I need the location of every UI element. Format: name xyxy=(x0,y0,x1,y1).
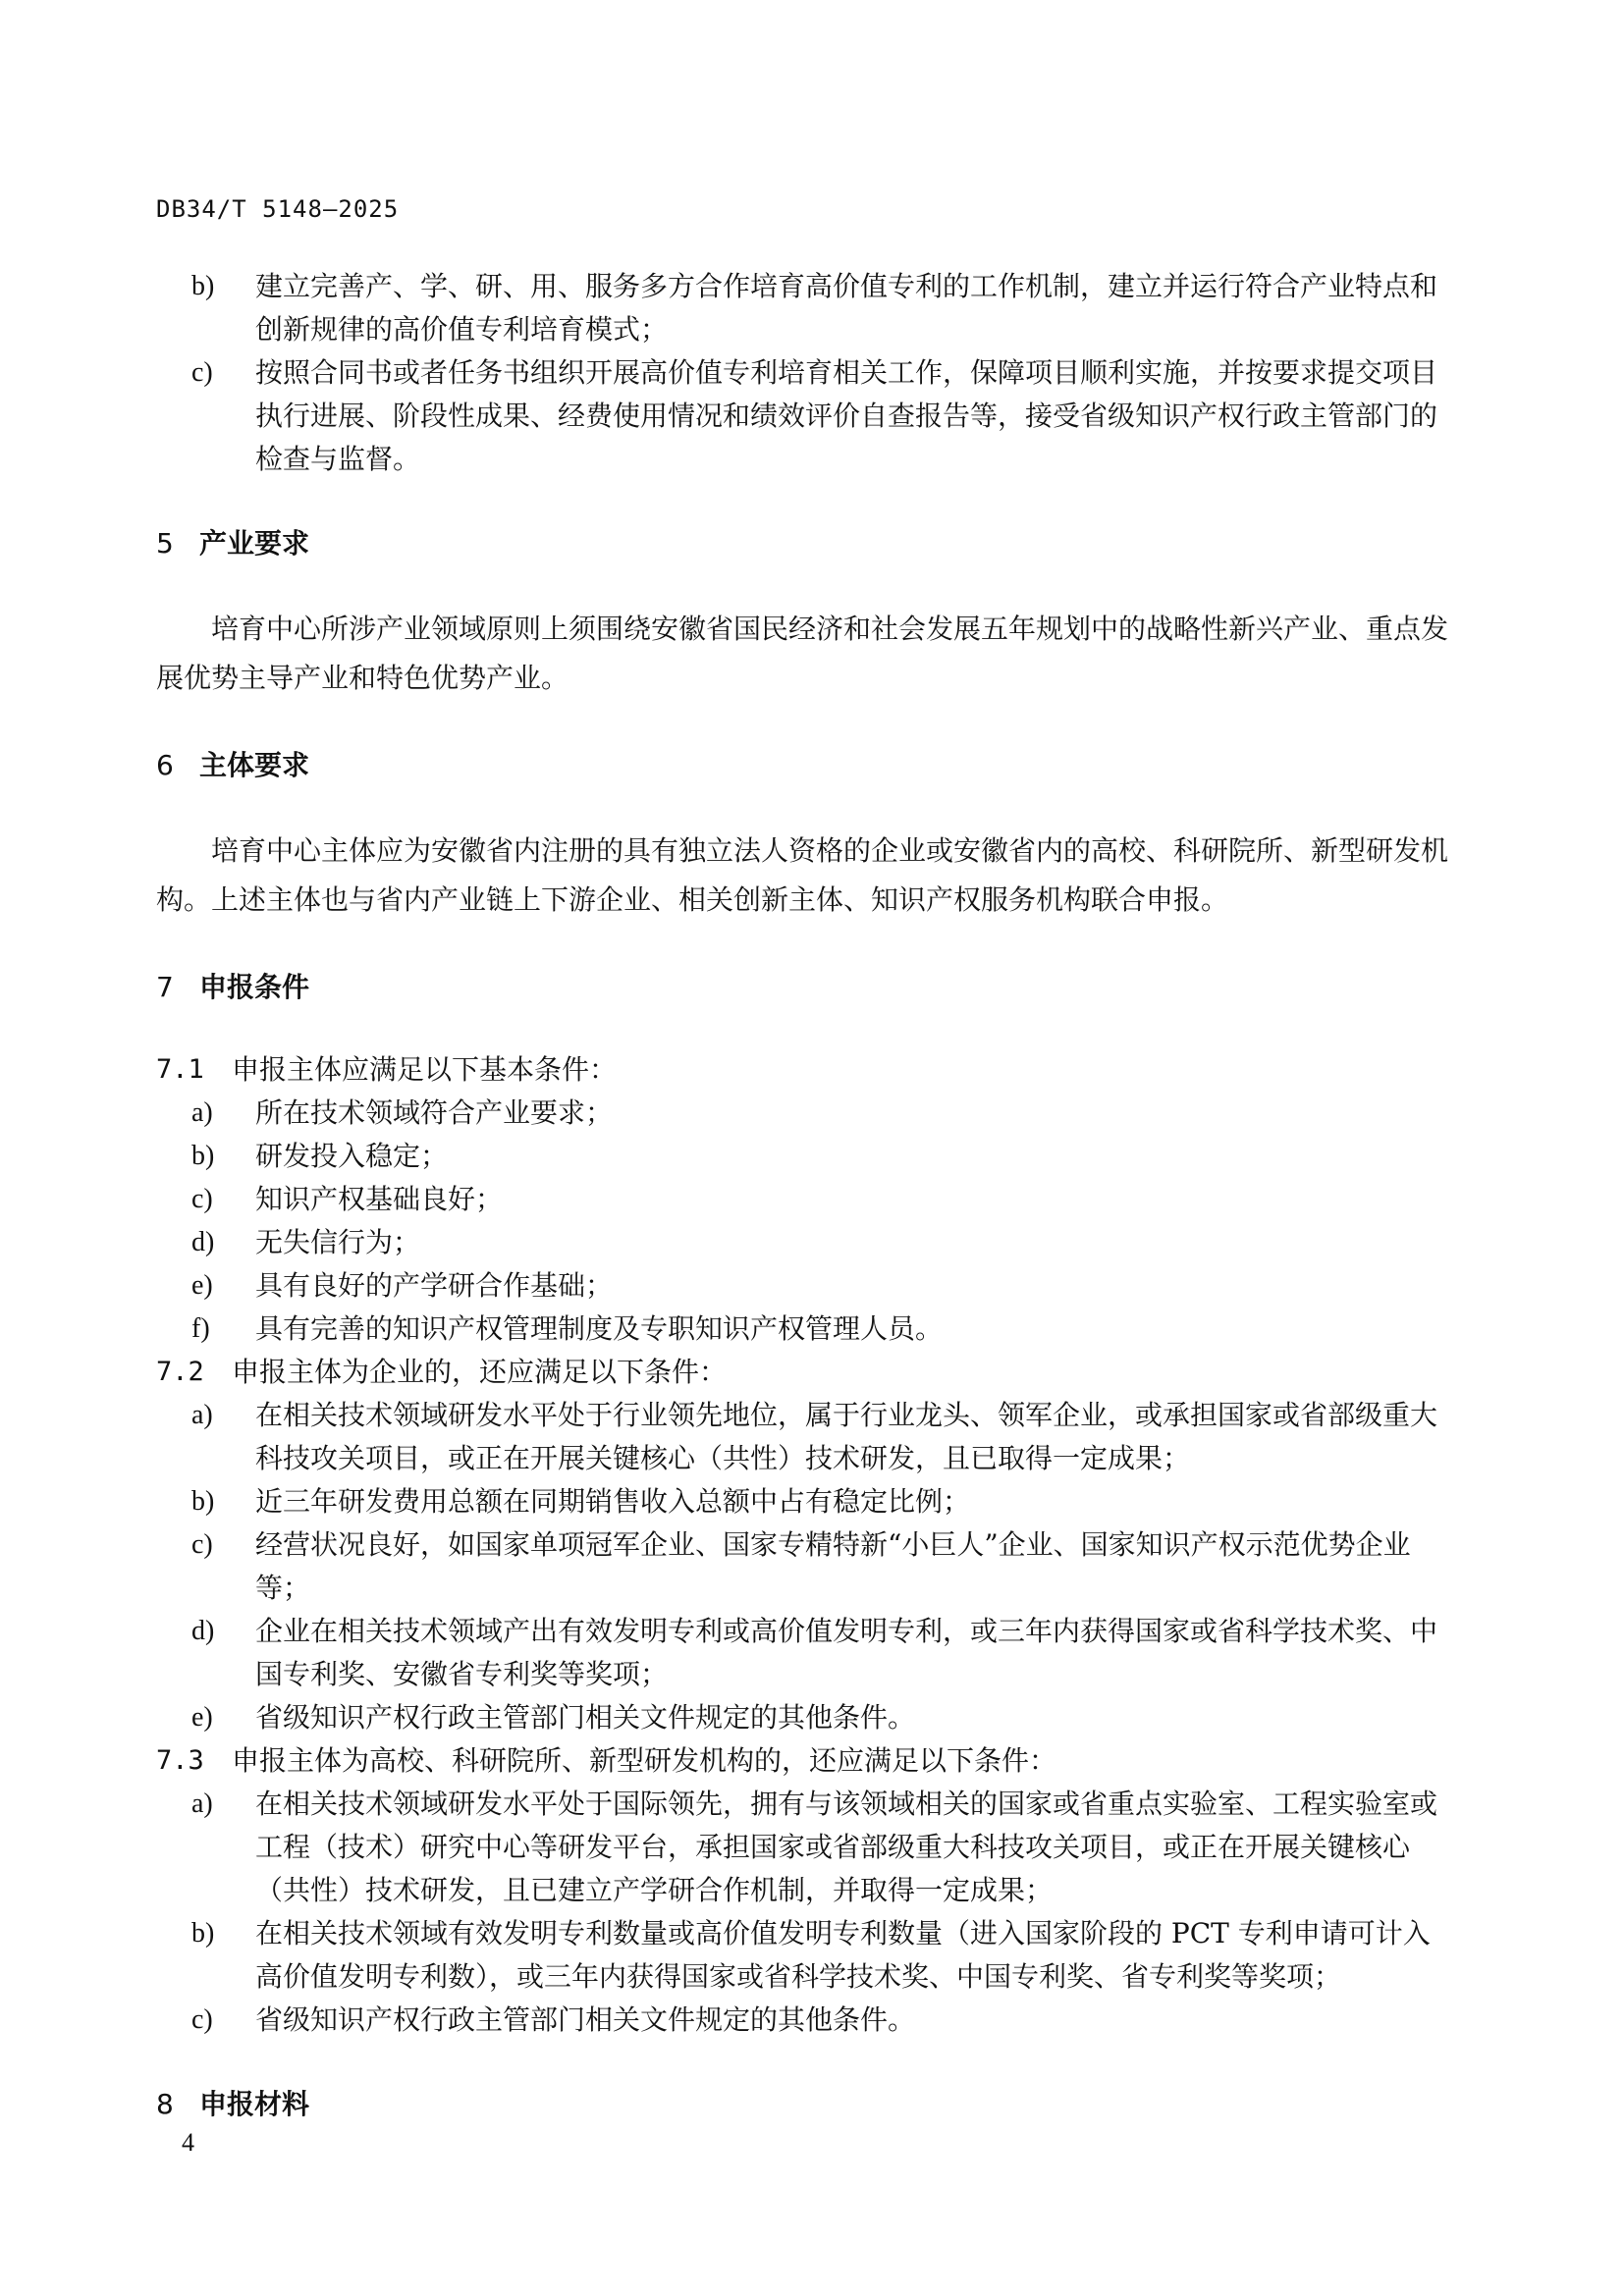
list-marker: b) xyxy=(191,271,215,301)
page-number: 4 xyxy=(182,2128,194,2157)
list-item: f) 具有完善的知识产权管理制度及专职知识产权管理人员。 xyxy=(191,1312,944,1345)
list-marker: c) xyxy=(191,357,213,388)
section-heading-5: 5 产业要求 xyxy=(156,527,310,560)
list-item-text: 按照合同书或者任务书组织开展高价值专利培育相关工作，保障项目顺利实施，并按要求提交项目执行进展、阶段性成果、经费使用情况和绩效评价自查报告等，接受省级知识产权行政主管部门的检查与监督。 xyxy=(255,356,1438,475)
list-item: a) 所在技术领域符合产业要求； xyxy=(191,1096,614,1129)
section-heading-7: 7 申报条件 xyxy=(156,971,310,1003)
section-heading-8: 8 申报材料 xyxy=(156,2088,310,2120)
list-item-text: 建立完善产、学、研、用、服务多方合作培育高价值专利的工作机制，建立并运行符合产业特点和创新规律的高价值专利培育模式； xyxy=(255,270,1438,346)
list-item: b) 在相关技术领域有效发明专利数量或高价值发明专利数量（进入国家阶段的 PCT 专利申请可计入高价值发明专利数），或三年内获得国家或省科学技术奖、中国专利奖、省专利奖等奖项； xyxy=(191,1917,1431,1993)
list-item: c) 省级知识产权行政主管部门相关文件规定的其他条件。 xyxy=(191,2003,916,2036)
list-item: e) 省级知识产权行政主管部门相关文件规定的其他条件。 xyxy=(191,1701,916,1734)
document-body xyxy=(156,265,1452,2126)
list-item: c) 经营状况良好，如国家单项冠军企业、国家专精特新“小巨人”企业、国家知识产权示范优势企业等； xyxy=(191,1528,1411,1604)
list-item: d) 企业在相关技术领域产出有效发明专利或高价值发明专利，或三年内获得国家或省科学技术奖、中国专利奖、安徽省专利奖等奖项； xyxy=(191,1615,1438,1690)
document-code: DB34/T 5148—2025 xyxy=(156,195,400,223)
list-item: e) 具有良好的产学研合作基础； xyxy=(191,1269,614,1302)
subsection-7-2: 7.2 申报主体为企业的，还应满足以下条件： xyxy=(156,1356,728,1388)
list-item: a) 在相关技术领域研发水平处于国际领先，拥有与该领域相关的国家或省重点实验室、工程实验室或工程（技术）研究中心等研发平台，承担国家或省部级重大科技攻关项目，或正在开展关键核心（共性）技术研发，且已建立产学研合作机制，并取得一定成果； xyxy=(191,1788,1438,1906)
section-6-paragraph: 培育中心主体应为安徽省内注册的具有独立法人资格的企业或安徽省内的高校、科研院所、新型研发机构。上述主体也与省内产业链上下游企业、相关创新主体、知识产权服务机构联合申报。 xyxy=(156,834,1449,916)
list-item: b) 近三年研发费用总额在同期销售收入总额中占有稳定比例； xyxy=(191,1485,971,1518)
list-item: a) 在相关技术领域研发水平处于行业领先地位，属于行业龙头、领军企业，或承担国家或省部级重大科技攻关项目，或正在开展关键核心（共性）技术研发，且已取得一定成果； xyxy=(191,1399,1438,1474)
list-item xyxy=(156,265,1452,351)
list-item xyxy=(156,351,1452,481)
section-heading-6: 6 主体要求 xyxy=(156,749,310,781)
section-5-paragraph: 培育中心所涉产业领域原则上须围绕安徽省国民经济和社会发展五年规划中的战略性新兴产业、重点发展优势主导产业和特色优势产业。 xyxy=(156,613,1449,694)
list-item: b) 研发投入稳定； xyxy=(191,1140,449,1172)
subsection-7-1: 7.1 申报主体应满足以下基本条件： xyxy=(156,1053,618,1086)
subsection-7-3: 7.3 申报主体为高校、科研院所、新型研发机构的，还应满足以下条件： xyxy=(156,1744,1057,1777)
list-item: d) 无失信行为； xyxy=(191,1226,421,1258)
list-item: c) 知识产权基础良好； xyxy=(191,1183,504,1215)
